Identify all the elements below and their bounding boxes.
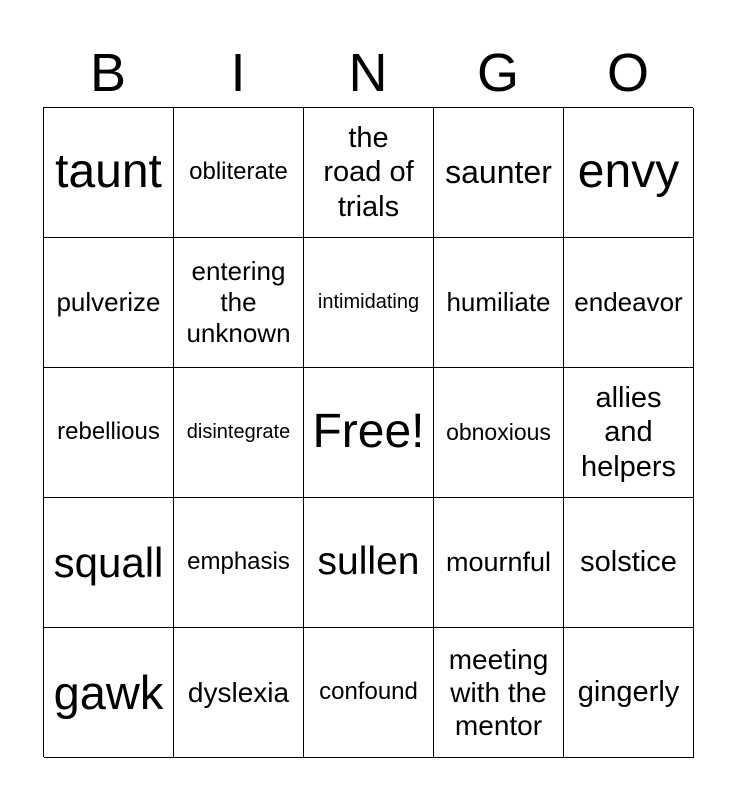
bingo-board — [43, 107, 693, 757]
bingo-cell-text: squall — [53, 538, 164, 586]
bingo-cell-text: intimidating — [317, 290, 420, 313]
bingo-cell-text: gingerly — [577, 676, 680, 709]
bingo-cell-text: endeavor — [574, 287, 683, 318]
bingo-cell[interactable] — [174, 108, 304, 238]
bingo-cell[interactable] — [564, 368, 694, 498]
bingo-cell-text: allies and helpers — [580, 382, 677, 483]
bingo-cell-text: envy — [577, 145, 680, 199]
bingo-cell-text: mournful — [445, 546, 552, 577]
bingo-cell-text: dyslexia — [187, 676, 290, 708]
bingo-cell-text: rebellious — [57, 418, 160, 446]
bingo-cell-text: obliterate — [189, 158, 288, 186]
bingo-cell-text: emphasis — [187, 548, 290, 576]
bingo-cell-text: humiliate — [446, 287, 551, 318]
header-letter-g: G — [476, 43, 519, 103]
bingo-cell-text: sullen — [317, 540, 420, 584]
bingo-cell[interactable] — [304, 368, 434, 498]
bingo-cell-text: disintegrate — [186, 420, 291, 443]
bingo-cell[interactable] — [174, 368, 304, 498]
bingo-cell-text: gawk — [53, 665, 164, 719]
bingo-cell[interactable] — [304, 498, 434, 628]
bingo-cell[interactable] — [44, 238, 174, 368]
bingo-cell-text: the road of trials — [323, 122, 414, 223]
bingo-cell[interactable] — [174, 628, 304, 758]
bingo-cell[interactable] — [304, 628, 434, 758]
bingo-cell[interactable] — [174, 238, 304, 368]
bingo-cell[interactable] — [564, 108, 694, 238]
bingo-cell[interactable] — [434, 498, 564, 628]
bingo-cell-text: pulverize — [56, 287, 161, 318]
bingo-cell-text: saunter — [445, 153, 552, 190]
bingo-cell-text: taunt — [55, 145, 162, 199]
bingo-cell[interactable] — [564, 238, 694, 368]
header-letter-n: N — [348, 43, 388, 103]
bingo-cell[interactable] — [564, 628, 694, 758]
bingo-cell[interactable] — [434, 238, 564, 368]
header-letter-b: B — [89, 43, 127, 103]
bingo-cell[interactable] — [434, 108, 564, 238]
bingo-cell[interactable] — [564, 498, 694, 628]
bingo-cell-text: Free! — [312, 405, 425, 459]
bingo-cell-text: entering the unknown — [186, 256, 291, 348]
bingo-cell[interactable] — [304, 108, 434, 238]
bingo-cell[interactable] — [44, 368, 174, 498]
bingo-cell[interactable] — [434, 368, 564, 498]
header-letter-o: O — [606, 43, 649, 103]
bingo-cell-text: confound — [319, 678, 418, 706]
bingo-cell[interactable] — [44, 628, 174, 758]
bingo-cell[interactable] — [304, 238, 434, 368]
bingo-cell[interactable] — [174, 498, 304, 628]
bingo-cell[interactable] — [434, 628, 564, 758]
bingo-cell-text: meeting with the mentor — [448, 643, 549, 742]
bingo-cell-text: obnoxious — [446, 418, 551, 445]
bingo-header — [43, 40, 693, 106]
header-letter-i: I — [230, 43, 246, 103]
bingo-cell[interactable] — [44, 108, 174, 238]
bingo-cell-text: solstice — [580, 546, 677, 579]
bingo-cell[interactable] — [44, 498, 174, 628]
